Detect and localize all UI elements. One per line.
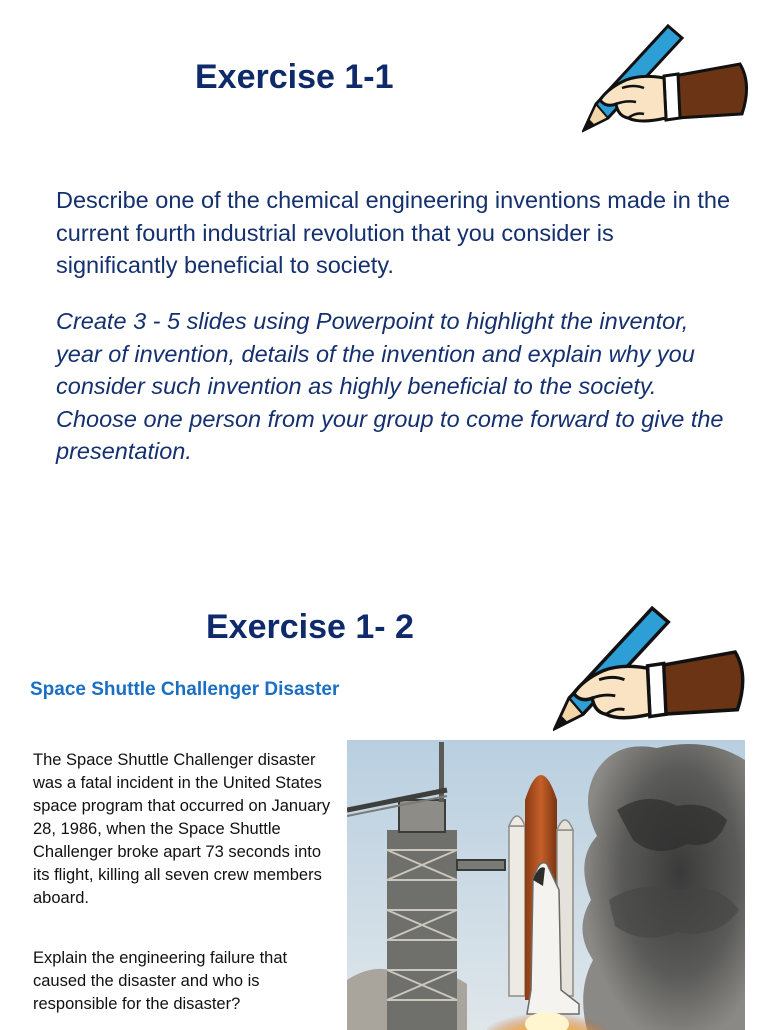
exercise-instructions: Create 3 - 5 slides using Powerpoint to highlight the inventor, year of invention, details of the invention and explain why you consider such invention as highly beneficial to the society. Choose one person from your group to come forward to give the presentation. [56,308,724,464]
slide-title: Exercise 1- 2 [206,608,414,646]
challenger-question: Explain the engineering failure that caused the disaster and who is responsible for the disaster? [33,949,288,1013]
exercise-description: Describe one of the chemical engineering inventions made in the current fourth industrial revolution that you consider is significantly beneficial to society. [56,187,731,278]
slide-exercise-1-1 [0,0,768,512]
slide-subtitle: Space Shuttle Challenger Disaster [30,679,340,700]
writing-hand-icon [553,596,749,738]
writing-hand-icon [582,18,752,136]
slide-title: Exercise 1-1 [195,58,394,96]
challenger-description: The Space Shuttle Challenger disaster was a fatal incident in the United States space program that occurred on January 28, 1986, when the Space Shuttle Challenger broke apart 73 seconds into its flight, killing all seven crew members aboard. [33,751,331,907]
space-shuttle-launch-photo [347,740,745,1030]
slide-exercise-1-2 [0,512,768,1024]
